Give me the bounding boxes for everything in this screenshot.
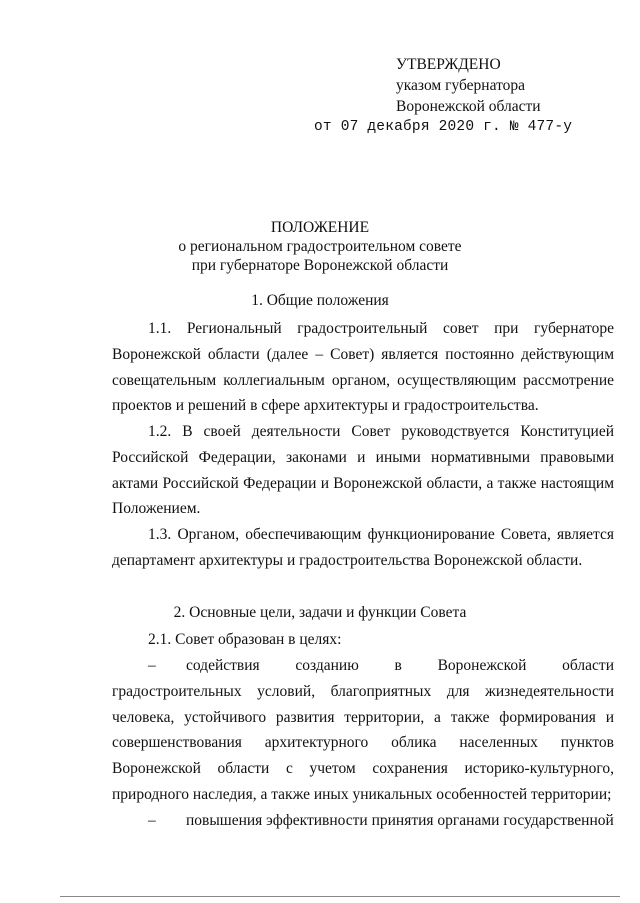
paragraph-2-1-text: 2.1. Совет образован в целях: <box>148 631 342 648</box>
section-2-heading: 2. Основные цели, задачи и функции Совета <box>173 604 467 621</box>
approval-stamp <box>314 54 573 138</box>
list-dash: – <box>148 657 156 674</box>
approval-date: от 07 декабря 2020 г. № 477-у <box>314 119 573 135</box>
document-title <box>0 218 640 275</box>
paragraph-2-1 <box>112 627 614 653</box>
section-1-heading: 1. Общие положения <box>251 292 389 309</box>
approval-region: Воронежской области <box>396 98 541 115</box>
paragraph-1-2-text: 1.2. В своей деятельности Совет руководствуется Конституцией Российской Федерации, законами и иными нормативными правовыми актами Российской Федерации и Воронежской области, а также настоящим Положением. <box>112 423 614 518</box>
list-dash: – <box>148 812 156 829</box>
title-subtitle-2: при губернаторе Воронежской области <box>191 257 449 274</box>
page-footer-line <box>60 896 620 897</box>
list-item-2 <box>112 808 614 834</box>
paragraph-1-3-text: 1.3. Органом, обеспечивающим функционирование Совета, является департамент архитектуры и градостроительства Воронежской области. <box>112 526 614 569</box>
approval-title: УТВЕРЖДЕНО <box>396 56 501 73</box>
approval-by: указом губернатора <box>396 77 526 94</box>
paragraph-1-3 <box>112 522 614 574</box>
list-item-1 <box>112 653 614 808</box>
list-item-1-text: содействия созданию в Воронежской области градостроительных условий, благоприятных для жизнедеятельности человека, устойчивого развития территории, а также формирования и совершенствования архитектурного облика населенных пунктов Воронежской области с учетом сохранения историко-культурного, природного наследия, а также иных уникальных особенностей территории; <box>112 657 614 803</box>
paragraph-1-1 <box>112 316 614 419</box>
list-item-2-text: повышения эффективности принятия органами государственной <box>186 812 614 829</box>
paragraph-1-1-text: 1.1. Региональный градостроительный совет при губернаторе Воронежской области (далее – Совет) является постоянно действующим совещательным коллегиальным органом, осуществляющим рассмотрение проектов и решений в сфере архитектуры и градостроительства. <box>112 320 614 415</box>
paragraph-1-2 <box>112 419 614 522</box>
title-subtitle-1: о региональном градостроительном совете <box>178 238 462 255</box>
title-heading: ПОЛОЖЕНИЕ <box>270 219 370 236</box>
